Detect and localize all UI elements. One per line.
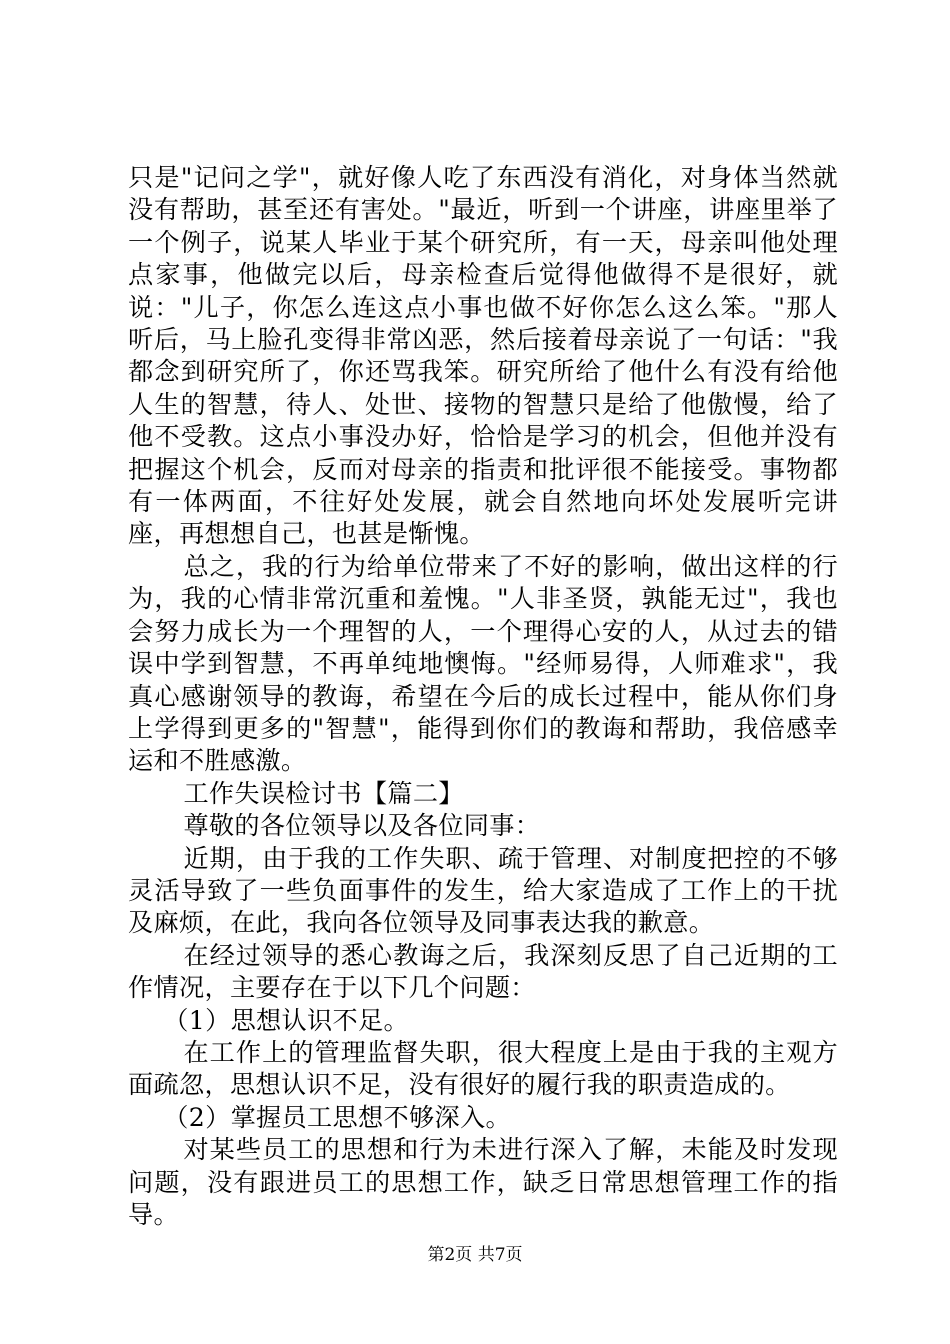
salutation: 尊敬的各位领导以及各位同事：: [183, 811, 541, 841]
issue-detail-2: 对某些员工的思想和行为未进行深入了解，未能及时发现问题，没有跟进员工的思想工作，缺乏日常思想管理工作的指导。: [128, 1135, 838, 1229]
issue-heading-2: （2）掌握员工思想不够深入。: [163, 1102, 511, 1132]
paragraph-apology: 近期，由于我的工作失职、疏于管理、对制度把控的不够灵活导致了一些负面事件的发生，给大家造成了工作上的干扰及麻烦，在此，我向各位领导及同事表达我的歉意。: [128, 843, 838, 938]
section-heading: 工作失误检讨书【篇二】: [183, 778, 464, 808]
paragraph-conclusion: 总之，我的行为给单位带来了不好的影响，做出这样的行为，我的心情非常沉重和羞愧。"人非圣贤，孰能无过"，我也会努力成长为一个理智的人，一个理得心安的人，从过去的错误中学到智慧，不再单纯地懊悔。"经师易得，人师难求"，我真心感谢领导的教诲，希望在今后的成长过程中，能从你们身上学得到更多的"智慧"，能得到你们的教诲和帮助，我倍感幸运和不胜感激。: [128, 551, 838, 776]
paragraph-reflection: 在经过领导的悉心教诲之后，我深刻反思了自己近期的工作情况，主要存在于以下几个问题：: [128, 940, 838, 1003]
paragraph-continuation: 只是"记问之学"，就好像人吃了东西没有消化，对身体当然就没有帮助，甚至还有害处。"最近，听到一个讲座，讲座里举了一个例子，说某人毕业于某个研究所，有一天，母亲叫他处理点家事，他做完以后，母亲检查后觉得他做得不是很好，就说："儿子，你怎么连这点小事也做不好你怎么这么笨。"那人听后，马上脸孔变得非常凶恶，然后接着母亲说了一句话："我都念到研究所了，你还骂我笨。研究所给了他什么有没有给他人生的智慧，待人、处世、接物的智慧只是给了他傲慢，给了他不受教。这点小事没办好，恰恰是学习的机会，但他并没有把握这个机会，反而对母亲的指责和批评很不能接受。事物都有一体两面，不往好处发展，就会自然地向坏处发展听完讲座，再想想自己，也甚是惭愧。: [128, 163, 838, 549]
issue-detail-1: 在工作上的管理监督失职，很大程度上是由于我的主观方面疏忽，思想认识不足，没有很好的履行我的职责造成的。: [128, 1037, 838, 1100]
document-body: [128, 162, 838, 1231]
issue-heading-1: （1）思想认识不足。: [163, 1005, 409, 1035]
page-number: 第2页 共7页: [427, 1245, 523, 1265]
page-footer: [0, 1243, 950, 1267]
